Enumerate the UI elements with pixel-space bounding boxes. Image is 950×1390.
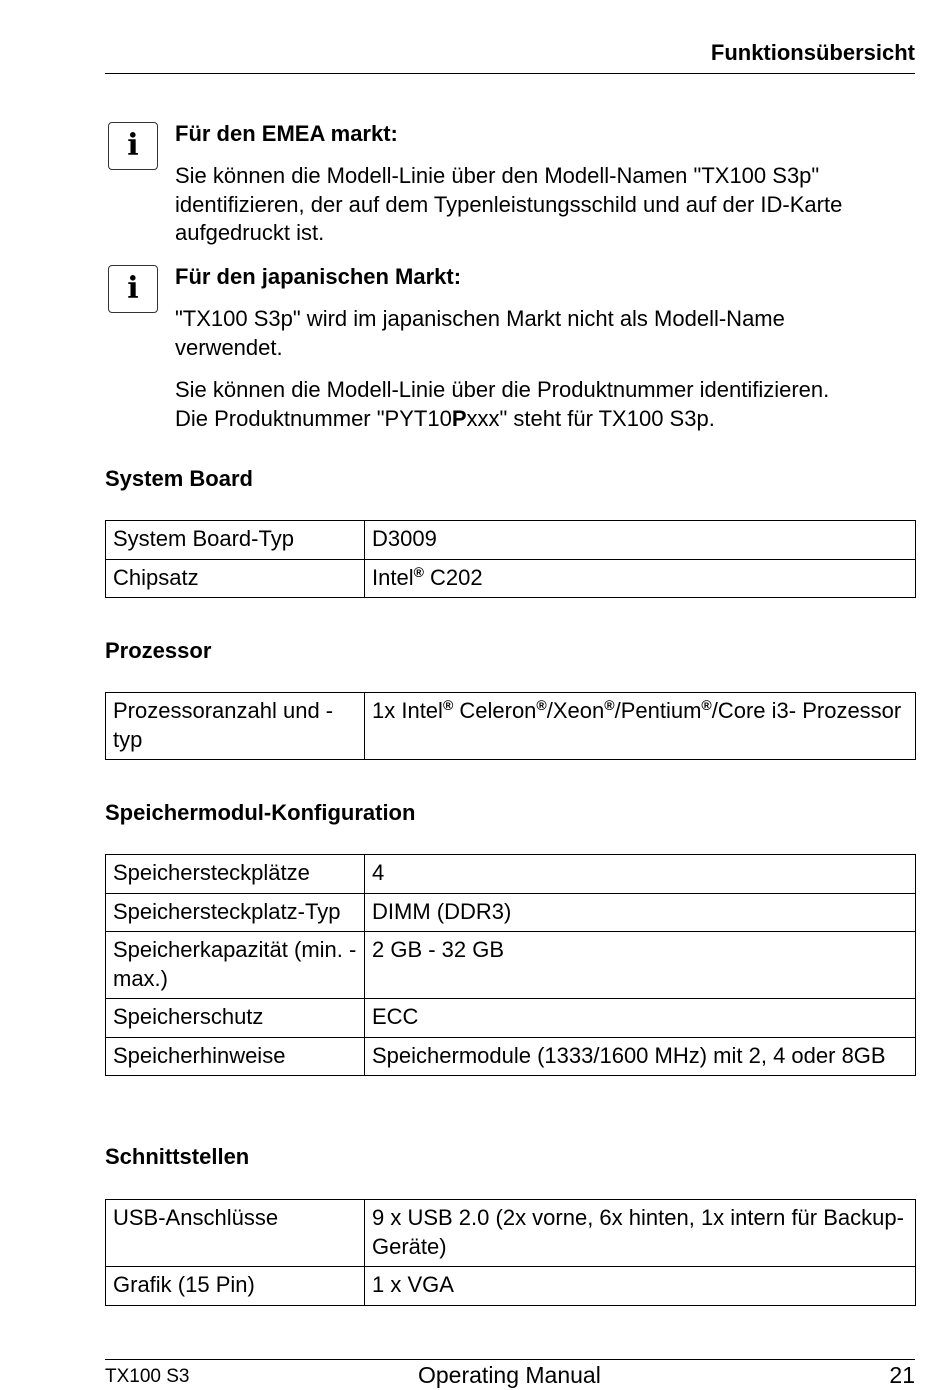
note-body bbox=[175, 263, 895, 447]
row-value: 1 x VGA bbox=[365, 1267, 916, 1306]
table-row bbox=[106, 1037, 916, 1076]
info-icon: i bbox=[108, 265, 158, 313]
footer-divider bbox=[105, 1359, 915, 1360]
row-key: Speichersteckplatz-Typ bbox=[106, 893, 365, 932]
row-key: USB-Anschlüsse bbox=[106, 1200, 365, 1267]
row-key: Speicherkapazität (min. - max.) bbox=[106, 932, 365, 999]
paragraph-text: xxx" steht für TX100 S3p. bbox=[466, 405, 715, 431]
row-value bbox=[365, 559, 916, 598]
row-key: Speichersteckplätze bbox=[106, 855, 365, 894]
row-key: System Board-Typ bbox=[106, 521, 365, 560]
registered-mark: ® bbox=[413, 563, 424, 580]
section-heading-system-board: System Board bbox=[105, 466, 253, 491]
registered-mark: ® bbox=[442, 697, 454, 713]
running-header-title: Funktionsübersicht bbox=[710, 40, 915, 65]
table-row bbox=[106, 693, 916, 760]
section-heading-speicher: Speichermodul-Konfiguration bbox=[105, 800, 416, 825]
text: Intel bbox=[372, 564, 414, 590]
note-body bbox=[175, 120, 895, 262]
paragraph-line: Sie können die Modell-Linie über die Produktnummer identifizieren. bbox=[175, 377, 830, 402]
row-key: Speicherhinweise bbox=[106, 1037, 365, 1076]
table-row bbox=[106, 855, 916, 894]
row-value bbox=[365, 693, 916, 760]
registered-mark: ® bbox=[536, 697, 547, 713]
table-row bbox=[106, 1267, 916, 1306]
table-row bbox=[106, 932, 916, 999]
row-value: 9 x USB 2.0 (2x vorne, 6x hinten, 1x intern für Backup-Geräte) bbox=[365, 1200, 916, 1267]
footer-manual-title: Operating Manual bbox=[418, 1362, 601, 1388]
info-icon: i bbox=[108, 122, 158, 170]
table-row bbox=[106, 893, 916, 932]
note-paragraph: "TX100 S3p" wird im japanischen Markt nicht als Modell-Name verwendet. bbox=[175, 306, 785, 360]
table-row bbox=[106, 521, 916, 560]
row-key: Speicherschutz bbox=[106, 999, 365, 1038]
header-divider bbox=[105, 73, 915, 74]
row-value: DIMM (DDR3) bbox=[365, 893, 916, 932]
registered-mark: ® bbox=[701, 697, 712, 713]
prozessor-table bbox=[105, 692, 916, 760]
note-paragraph-product-number bbox=[175, 376, 895, 433]
section-heading-prozessor: Prozessor bbox=[105, 638, 212, 663]
text: C202 bbox=[423, 564, 483, 590]
paragraph-text: Die Produktnummer "PYT10 bbox=[175, 405, 452, 431]
row-value: 4 bbox=[365, 855, 916, 894]
footer-page-number: 21 bbox=[889, 1362, 915, 1388]
section-heading-schnittstellen: Schnittstellen bbox=[105, 1144, 250, 1169]
text: /Core i3- Prozessor bbox=[711, 698, 902, 723]
note-heading: Für den japanischen Markt: bbox=[175, 264, 462, 289]
table-row bbox=[106, 1200, 916, 1267]
emphasis-letter: P bbox=[451, 405, 467, 431]
note-heading: Für den EMEA markt: bbox=[175, 121, 398, 146]
row-value: D3009 bbox=[365, 521, 916, 560]
row-key: Prozessoranzahl und - typ bbox=[106, 693, 365, 760]
text: /Pentium bbox=[614, 698, 702, 723]
text: 1x Intel bbox=[372, 698, 443, 723]
text: Celeron bbox=[453, 698, 537, 723]
note-paragraph: Sie können die Modell-Linie über den Modell-Namen "TX100 S3p" identifizieren, der auf dem Typenleistungsschild und auf der ID-Karte aufgedruckt ist. bbox=[175, 163, 843, 245]
schnittstellen-table bbox=[105, 1199, 916, 1306]
row-key: Chipsatz bbox=[106, 559, 365, 598]
row-value: ECC bbox=[365, 999, 916, 1038]
footer-model: TX100 S3 bbox=[105, 1366, 190, 1387]
system-board-table bbox=[105, 520, 916, 598]
row-value: 2 GB - 32 GB bbox=[365, 932, 916, 999]
table-row bbox=[106, 999, 916, 1038]
row-key: Grafik (15 Pin) bbox=[106, 1267, 365, 1306]
registered-mark: ® bbox=[604, 697, 615, 713]
table-row bbox=[106, 559, 916, 598]
speicher-table bbox=[105, 854, 916, 1076]
text: /Xeon bbox=[546, 698, 605, 723]
row-value: Speichermodule (1333/1600 MHz) mit 2, 4 oder 8GB bbox=[365, 1037, 916, 1076]
